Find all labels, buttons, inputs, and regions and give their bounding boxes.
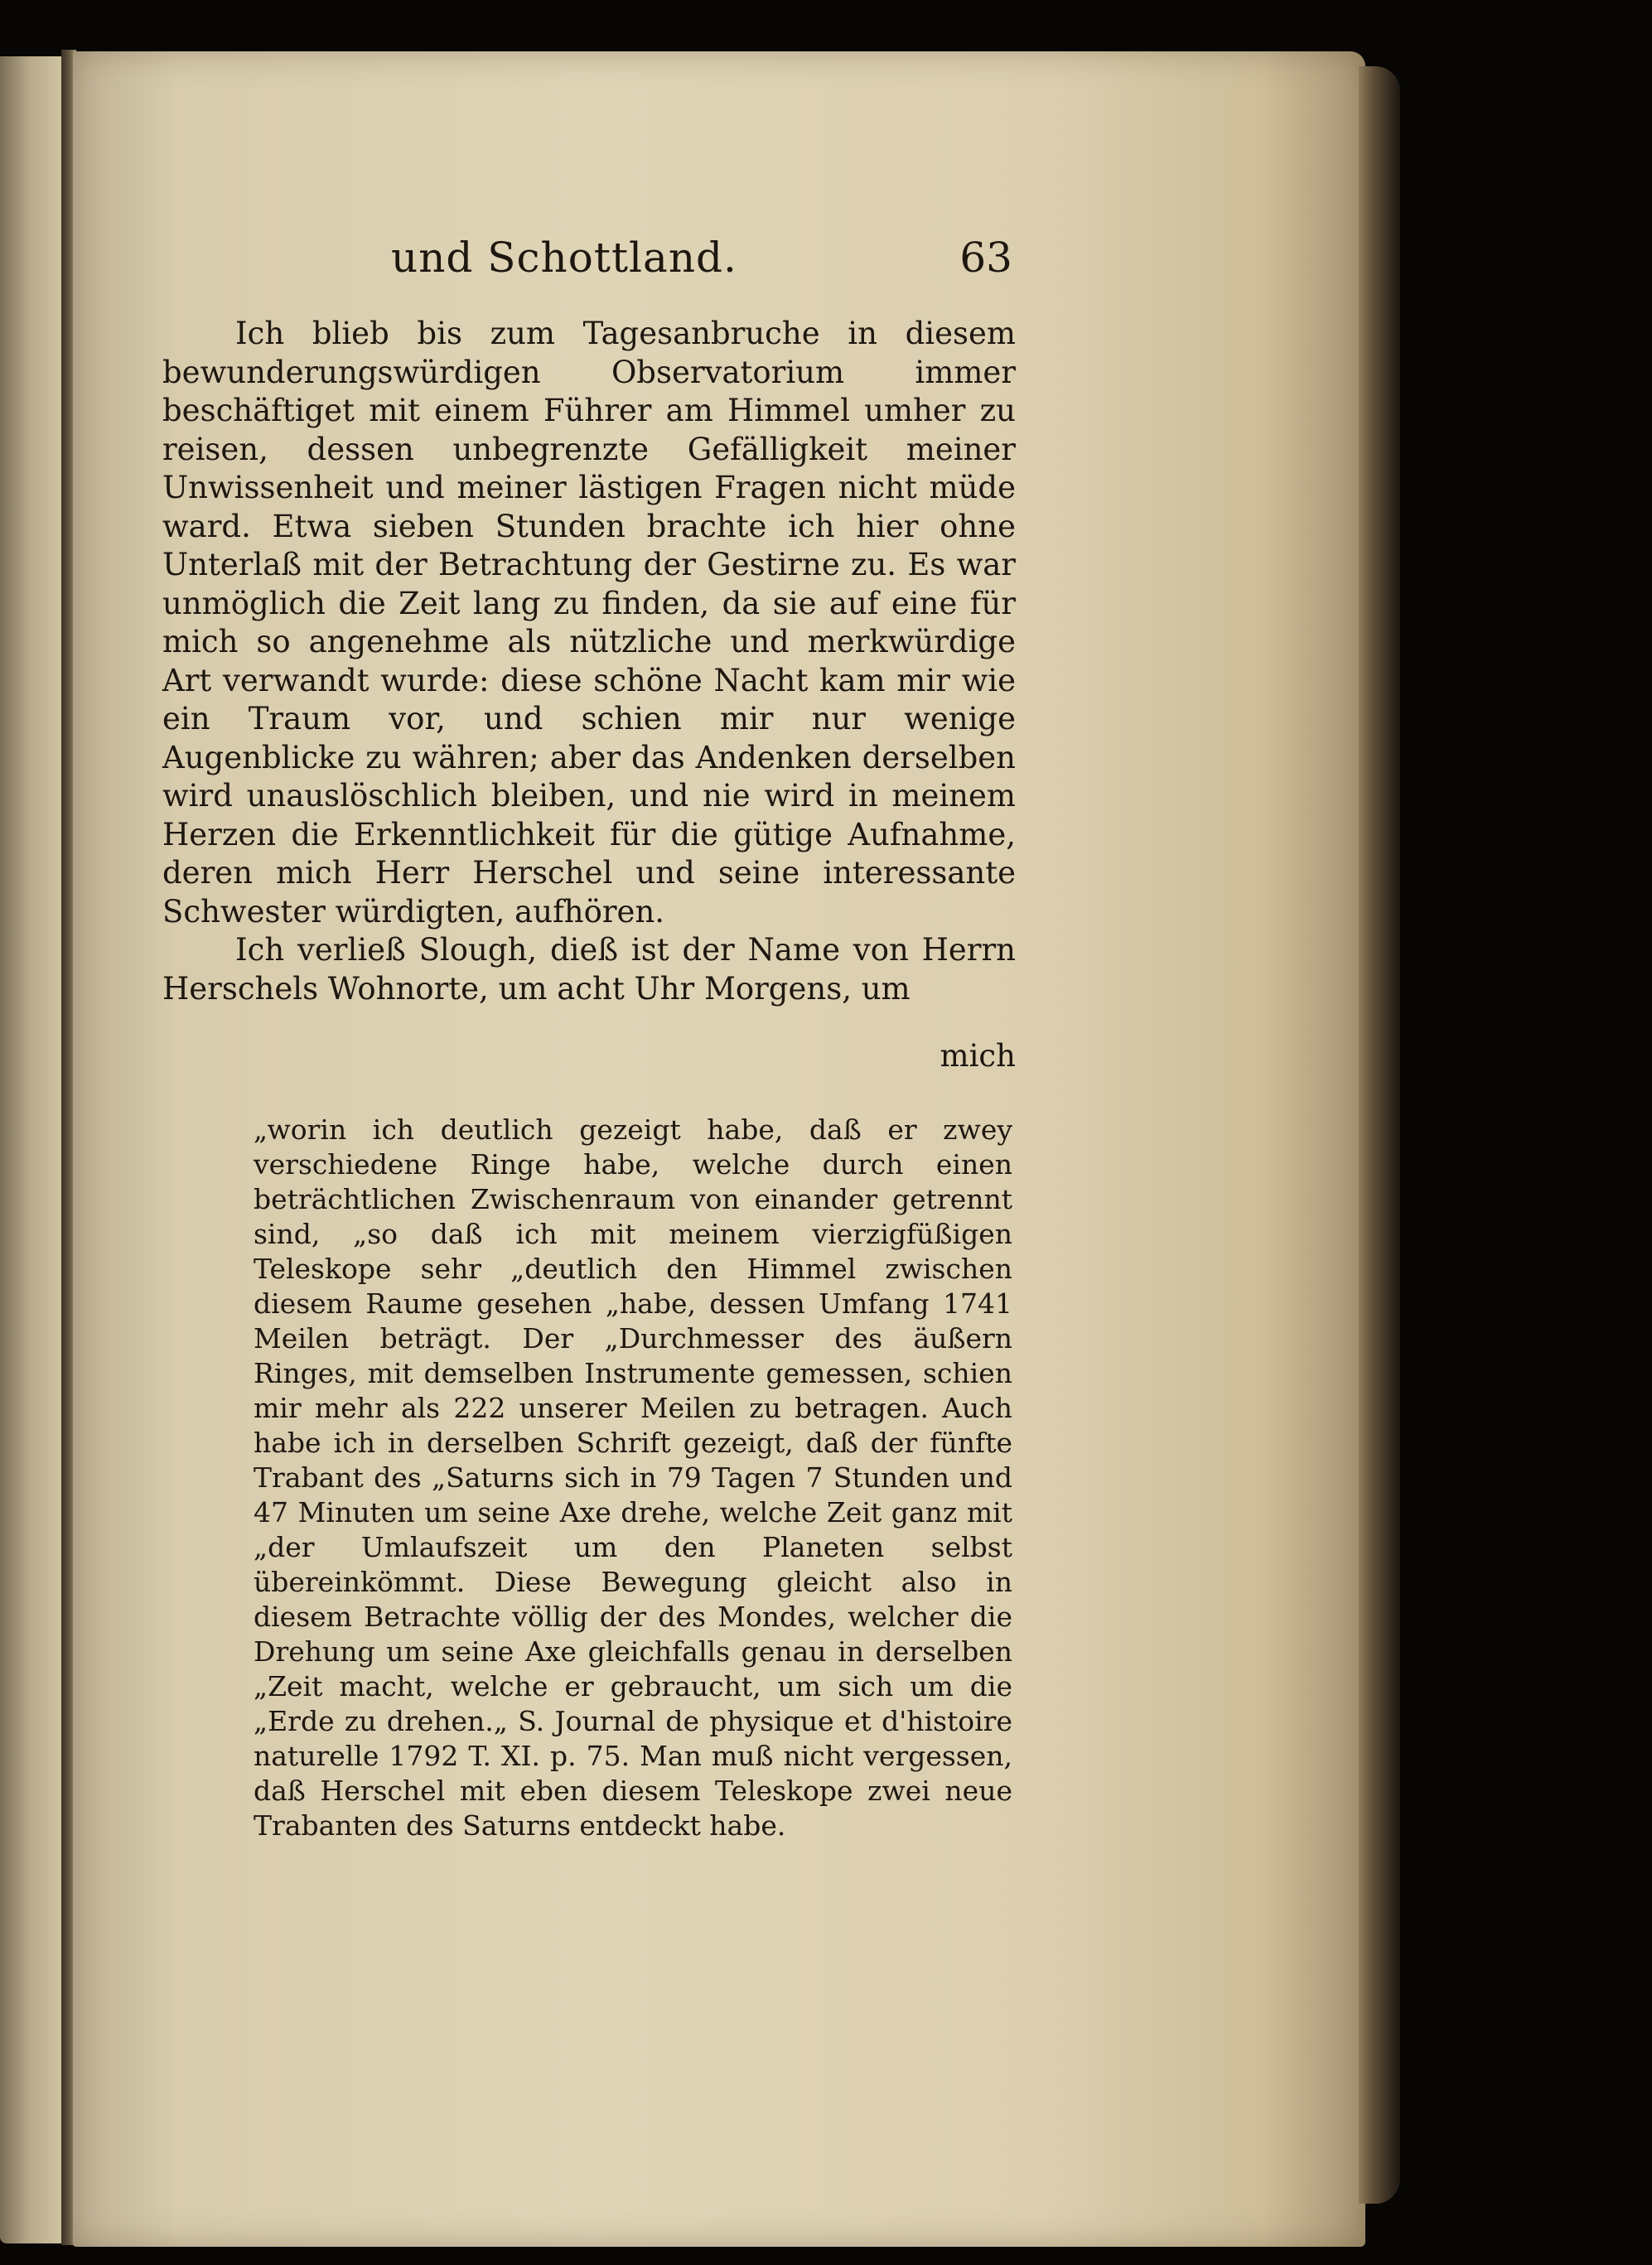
main-text	[162, 315, 1016, 1008]
paragraph: Ich blieb bis zum Tagesanbruche in diesem bewunderungswürdigen Observatorium immer beschäftiget mit einem Führer am Himmel umher zu reisen, dessen unbegrenzte Gefälligkeit meiner Unwissenheit und meiner lästigen Fragen nicht müde ward. Etwa sieben Stunden brachte ich hier ohne Unterlaß mit der Betrachtung der Gestirne zu. Es war unmöglich die Zeit lang zu finden, da sie auf eine für mich so angenehme als nützliche und merkwürdige Art verwandt wurde: diese schöne Nacht kam mir wie ein Traum vor, und schien mir nur wenige Augenblicke zu währen; aber das Andenken derselben wird unauslöschlich bleiben, und nie wird in meinem Herzen die Erkenntlichkeit für die gütige Aufnahme, deren mich Herr Herschel und seine interessante Schwester würdigten, aufhören.	[162, 316, 1016, 930]
footnote-text: „worin ich deutlich gezeigt habe, daß er zwey verschiedene Ringe habe, welche durch einen beträchtlichen Zwischenraum von einander getrennt sind, „so daß ich mit meinem vierzigfüßigen Teleskope sehr „deutlich den Himmel zwischen diesem Raume gesehen „habe, dessen Umfang 1741 Meilen beträgt. Der „Durchmesser des äußern Ringes, mit demselben Instrumente gemessen, schien mir mehr als 222 unserer Meilen zu betragen. Auch habe ich in derselben Schrift gezeigt, daß der fünfte Trabant des „Saturns sich in 79 Tagen 7 Stunden und 47 Minuten um seine Axe drehe, welche Zeit ganz mit „der Umlaufszeit um den Planeten selbst übereinkömmt. Diese Bewegung gleicht also in diesem Betrachte völlig der des Mondes, welcher die Drehung um seine Axe gleichfalls genau in derselben „Zeit macht, welche er gebraucht, um sich um die „Erde zu drehen.„ S. Journal de physique et d'histoire naturelle 1792 T. XI. p. 75. Man muß nicht vergessen, daß Herschel mit eben diesem Teleskope zwei neue Trabanten des Saturns entdeckt habe.	[254, 1113, 1012, 1842]
running-head	[391, 234, 1021, 283]
running-title: und Schottland.	[391, 234, 737, 282]
paragraph: Ich verließ Slough, dieß ist der Name von Herrn Herschels Wohnorte, um acht Uhr Morgens, um	[162, 932, 1016, 1007]
footnote	[254, 1113, 1012, 1843]
left-page-edge	[0, 56, 65, 2243]
page-stack-edge	[1359, 66, 1400, 2204]
page-number: 63	[959, 234, 1012, 282]
catchword: mich	[940, 1038, 1016, 1074]
